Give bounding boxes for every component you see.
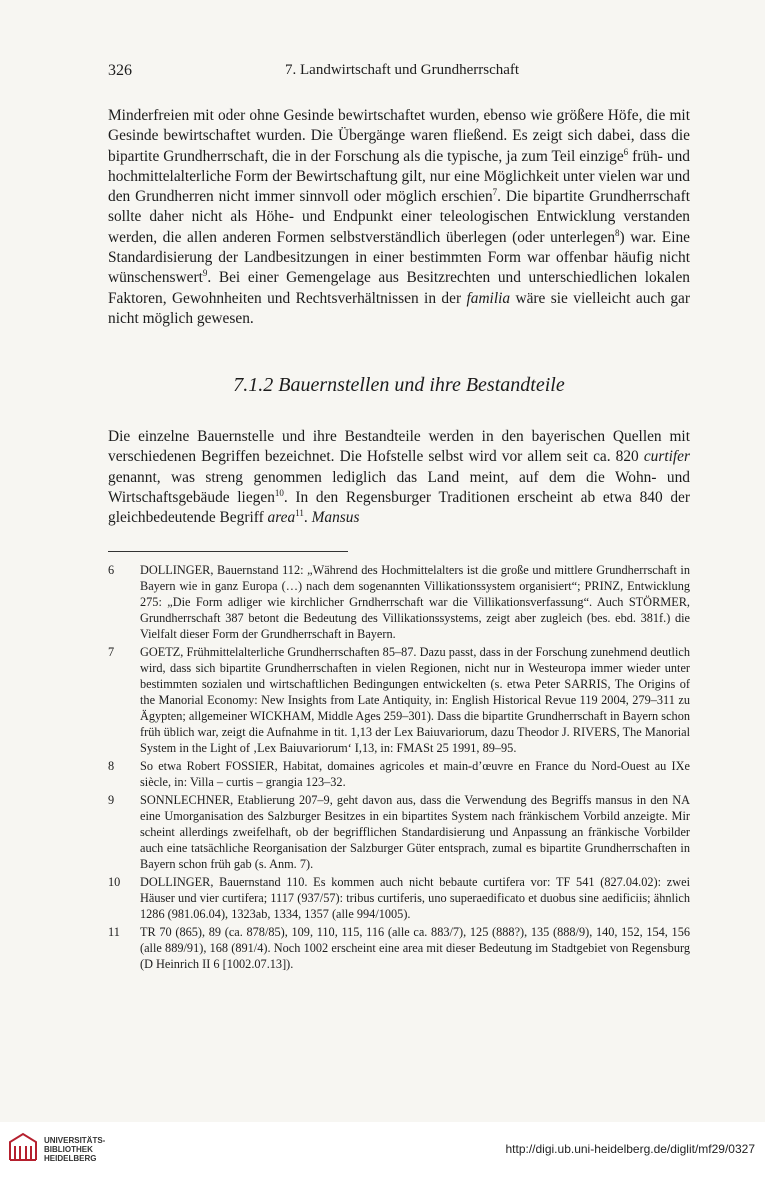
footnote-ref-9[interactable]: 9 (202, 268, 208, 279)
footnote-text: DOLLINGER, Bauernstand 112: „Während des Hochmittelalters ist die große und mittlere Grundherrschaft in Bayern wie in ganz Europa (…) nach dem sogenannten Villikationssystem organisiert“; PRINZ, Entwicklung 275: „Die Form adliger wie kirchlicher Grndherrschaft war die Villikationsverfassung“. Auch STÖRMER, Grundherrschaft 387 betont die Bedeutung des Villikationssystems, zeigt aber zugleich (bes. ebd. 381f.) die Vielfalt dieser Form der Grundherrschaft in Bayern. (140, 563, 690, 641)
running-title: 7. Landwirtschaft und Grundherrschaft (285, 62, 520, 78)
footnote-text: DOLLINGER, Bauernstand 110. Es kommen auch nicht bebaute curtifera vor: TF 541 (827.04.02): zwei Häuser und vier curtifera; 1117 (937/57): tribus curtiferis, uno superaedificato et duobus sine aedificiis; ähnlich 1286 (981.06.04), 1323ab, 1334, 1357 (alle 994/1005). (140, 875, 690, 921)
body-paragraph-2: Die einzelne Bauernstelle und ihre Bestandteile werden in den bayerischen Quellen mit verschiedenen Begriffen bezeichnet. Die Hofstelle selbst wird vor allem seit ca. 820 curtifer genannt, was streng genommen lediglich das Land meint, auf dem die Wohn- und Wirtschaftsgebäude liegen$^{10}$. In den Regensburger Traditionen erscheint ab etwa 840 der gleichbedeutende Begriff area$^{11}$. Mansus (108, 428, 690, 527)
footnotes (108, 562, 690, 974)
footnote-ref-11[interactable]: 11 (295, 508, 304, 519)
library-name: UNIVERSITÄTS- BIBLIOTHEK HEIDELBERG (44, 1136, 106, 1163)
footnote-text: TR 70 (865), 89 (ca. 878/85), 109, 110, 115, 116 (alle ca. 883/7), 125 (888?), 135 (888/9), 140, 152, 154, 156 (alle 889/91), 168 (891/4). Noch 1002 erscheint eine area mit dieser Bedeutung im Stadtgebiet von Regensburg (D Heinrich II 6 [1002.07.13]). (140, 925, 690, 971)
page-header (108, 62, 690, 84)
footnote-8 (108, 758, 690, 790)
footnote-ref-6[interactable]: 6 (623, 146, 629, 157)
footnote-number: 7 (108, 645, 115, 659)
body-paragraph-1: Minderfreien mit oder ohne Gesinde bewirtschaftet wurden, ebenso wie größere Höfe, die mit Gesinde bewirtschaftet wurden. Die Übergänge waren fließend. Es zeigt sich dabei, dass die bipartite Grundherrschaft, die in der Forschung als die typische, ja zum Teil einzige$^6$ früh- und hochmittelalterliche Form der Bewirtschaftung gilt, nur eine Möglichkeit unter vielen war und den Grundherren nicht immer sinnvoll oder möglich erschien$^7$. Die bipartite Grundherrschaft sollte daher nicht als Höhe- und Endpunkt einer teleologischen Entwicklung verstanden werden, die allen anderen Formen selbstverständlich überlegen (oder unterlegen$^8$) war. Eine Standardisierung der Landbesitzungen in einer bestimmten Form war offenbar häufig nicht wünschenswert$^9$. Bei einer Gemengelage aus Besitzrechten und unterschiedlichen lokalen Faktoren, Gewohnheiten und Rechtsverhältnissen in der familia wäre sie vielleicht auch gar nicht möglich gewesen. (108, 107, 691, 327)
footnote-text: GOETZ, Frühmittelalterliche Grundherrschaften 85–87. Dazu passt, dass in der Forschung zunehmend deutlich wird, dass sich bipartite Grundherrschaften in vielen Regionen, nicht nur in Westeuropa immer wieder unter bestimmten sozialen und wirtschaftlichen Bedingungen entwickelten (s. etwa Peter SARRIS, The Origins of the Manorial Economy: New Insights from Late Antiquity, in: English Historical Revue 119 2004, 279–311 zu Ägypten; allgemeiner WICKHAM, Middle Ages 259–301). Dass die bipartite Grundherrschaft in Bayern schon früh üblich war, zeigt die Aufnahme in tit. 1,13 der Lex Baiuvariorum, dazu Theodor J. RIVERS, The Manorial System in the Light of ‚Lex Baiuvariorum‘ I,13, in: FMASt 25 1991, 89–95. (140, 645, 690, 755)
footnote-text: SONNLECHNER, Etablierung 207–9, geht davon aus, dass die Verwendung des Begriffs mansus in den NA eine Umorganisation des Salzburger Besitzes in ein bipartites System nach fränkischem Vorbild anzeigte. Mir scheint allerdings zweifelhaft, ob der begrifflichen Standardisierung und Anpassung an fränkische Vorbilder auch eine tatsächliche Reorganisation der Salzburger Güter entsprach, zumal es bipartite Grundherrschaften in Bayern schon früh gab (s. Anm. 7). (140, 793, 690, 871)
footnote-10 (108, 874, 690, 922)
footnote-number: 8 (108, 759, 115, 773)
section-heading: 7.1.2 Bauernstellen und ihre Bestandteile (233, 374, 565, 396)
footnote-number: 9 (108, 793, 115, 807)
footnote-ref-7[interactable]: 7 (492, 187, 498, 198)
footnote-7 (108, 644, 690, 756)
footnote-number: 11 (108, 925, 120, 939)
footnote-11 (108, 924, 690, 972)
page-number: 326 (108, 62, 132, 79)
footnote-ref-8[interactable]: 8 (615, 227, 620, 238)
source-url-link[interactable]: http://digi.ub.uni-heidelberg.de/diglit/mf29/0327 (505, 1142, 755, 1156)
footnote-number: 10 (108, 875, 121, 889)
footer-bar (0, 1122, 765, 1179)
footnote-6 (108, 562, 690, 642)
footnote-ref-10[interactable]: 10 (274, 487, 284, 498)
university-library-logo-icon (8, 1132, 38, 1162)
footnote-divider (108, 551, 348, 552)
footnote-number: 6 (108, 563, 115, 577)
footnote-9 (108, 792, 690, 872)
footnote-text: So etwa Robert FOSSIER, Habitat, domaines agricoles et main-d’œuvre en France du Nord-Ouest au IXe siècle, in: Villa – curtis – grangia 123–32. (140, 759, 690, 789)
